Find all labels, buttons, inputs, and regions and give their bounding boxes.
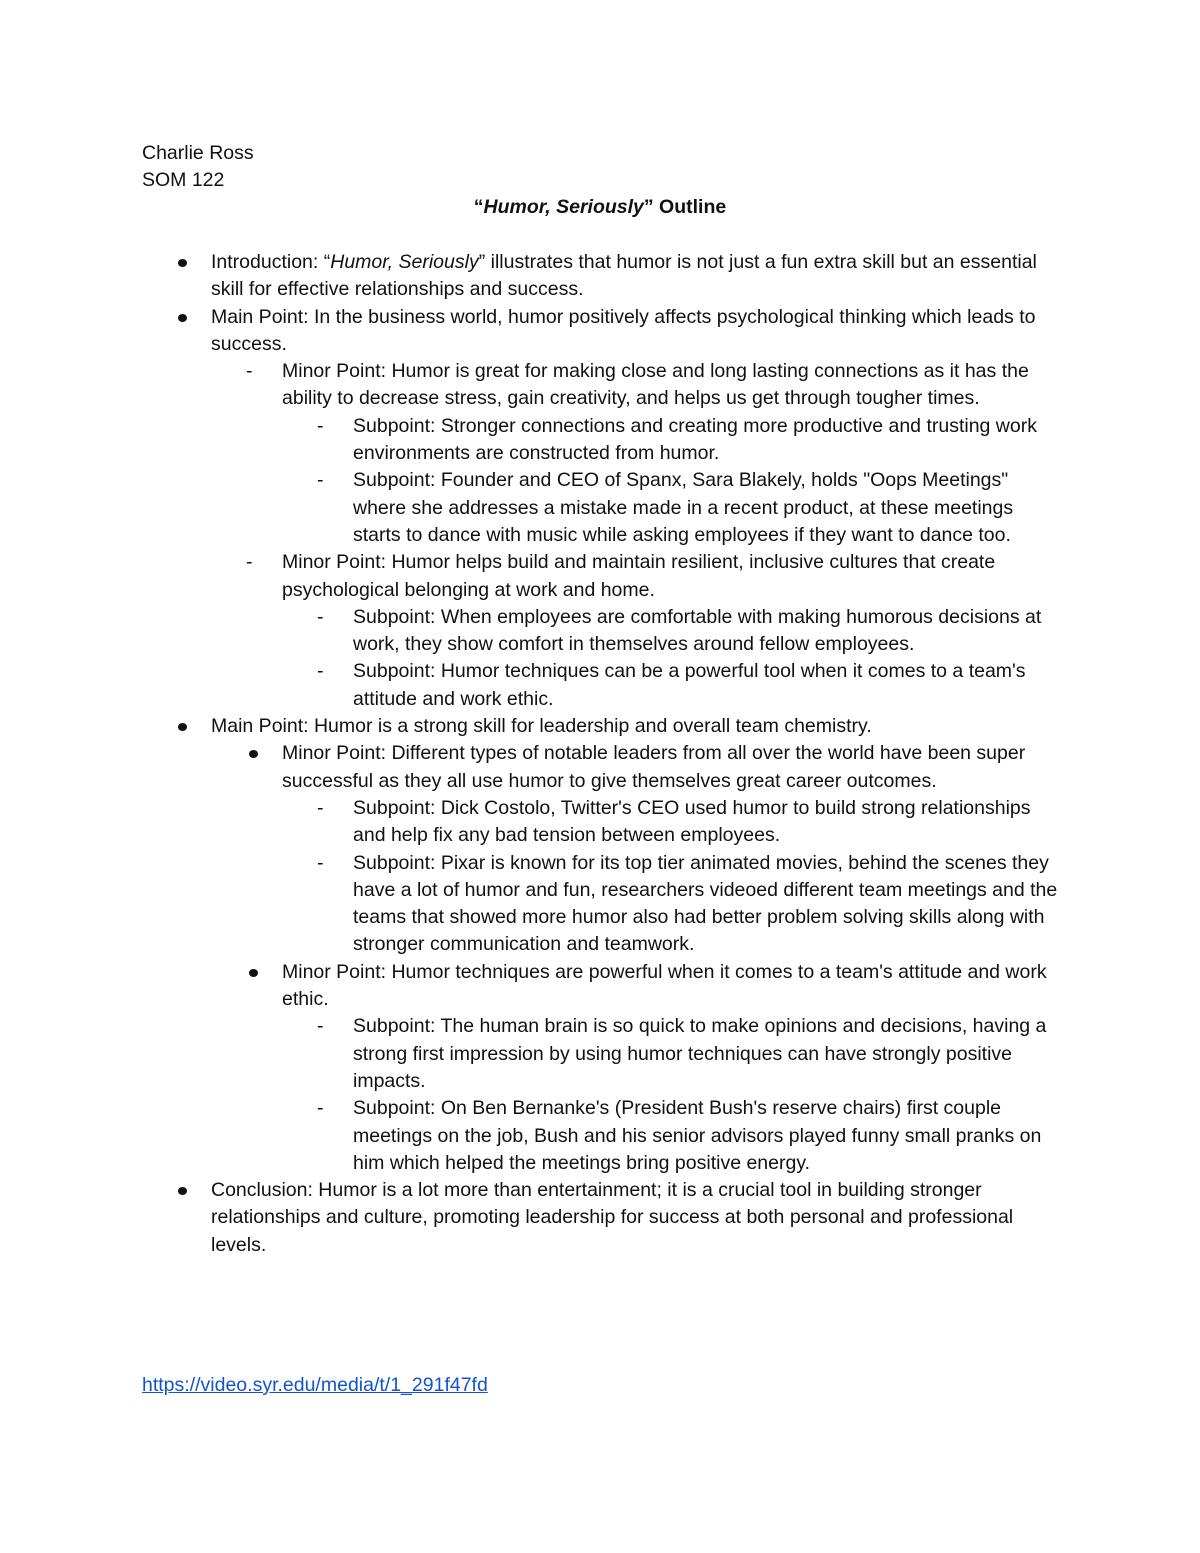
outline-item-text: Subpoint: Founder and CEO of Spanx, Sara Blakely, holds "Oops Meetings" where she addresses a mistake made in a recent product, at these meetings starts to dance with music while asking employees if they want to dance too. xyxy=(353,469,1014,546)
outline-item-text: Minor Point: Different types of notable leaders from all over the world have been super successful as they all use humor to give themselves great career outcomes. xyxy=(282,742,1026,792)
outline-item-text: Main Point: In the business world, humor positively affects psychological thinking which leads to success. xyxy=(211,305,1036,355)
course-code: SOM 122 xyxy=(142,169,225,191)
outline-item-text: Subpoint: The human brain is so quick to make opinions and decisions, having a strong first impression by using humor techniques can have strongly positive impacts. xyxy=(353,1015,1047,1092)
outline-item-text: Humor, Seriously xyxy=(330,251,479,273)
title-open-quote: “ xyxy=(473,196,484,218)
source-link[interactable]: https://video.syr.edu/media/t/1_291f47fd xyxy=(142,1374,488,1396)
outline-item-text: Main Point: Humor is a strong skill for leadership and overall team chemistry. xyxy=(211,715,872,738)
bullet-dash-icon: - xyxy=(317,851,324,874)
outline-item-level-0 xyxy=(211,304,1061,359)
bullet-dash-icon: - xyxy=(317,1015,324,1038)
outline-item-level-1 xyxy=(282,959,1062,1014)
outline-item-text: Subpoint: Stronger connections and creating more productive and trusting work environments are constructed from humor. xyxy=(353,414,1037,465)
document-title xyxy=(0,194,1200,221)
outline-item-level-2 xyxy=(317,795,1063,850)
outline-item-text: Conclusion: Humor is a lot more than entertainment; it is a crucial tool in building stronger relationships and culture, promoting leadership for success at both personal and professional levels. xyxy=(211,1179,1014,1256)
outline-item-text: Subpoint: When employees are comfortable with making humorous decisions at work, they show comfort in themselves around fellow employees. xyxy=(353,605,1042,656)
bullet-dash-icon: - xyxy=(246,551,253,574)
outline-list xyxy=(0,249,1200,1259)
title-close-quote: ” xyxy=(643,196,654,218)
outline-item-level-2 xyxy=(317,467,1063,549)
outline-item-level-0 xyxy=(211,249,1061,304)
outline-item-text: ” illustrates that humor is not just a fun extra skill but an essential skill for effective relationships and success. xyxy=(211,251,1037,301)
bullet-dash-icon: - xyxy=(246,360,253,383)
bullet-dash-icon: - xyxy=(317,469,324,492)
bullet-dash-icon: - xyxy=(317,605,324,628)
outline-item-text: Minor Point: Humor is great for making close and long lasting connections as it has the ability to decrease stress, gain creativity, and helps us get through tougher times. xyxy=(282,360,1029,410)
outline-item-level-2 xyxy=(317,604,1063,659)
author-name: Charlie Ross xyxy=(142,142,254,164)
outline-item-text: Subpoint: Humor techniques can be a powerful tool when it comes to a team's attitude and work ethic. xyxy=(353,660,1026,710)
outline-item-text: Minor Point: Humor techniques are powerful when it comes to a team's attitude and work ethic. xyxy=(282,960,1047,1011)
outline-item-text: Introduction: “ xyxy=(211,251,331,273)
outline-item-text: Subpoint: On Ben Bernanke's (President Bush's reserve chairs) first couple meetings on the job, Bush and his senior advisors played funny small pranks on him which helped the meetings bring positive energy. xyxy=(353,1097,1042,1174)
outline-item-level-1 xyxy=(282,740,1062,795)
outline-item-level-2 xyxy=(317,658,1063,713)
title-rest: Outline xyxy=(653,196,727,218)
outline-item-level-1 xyxy=(246,549,1062,604)
bullet-dash-icon: - xyxy=(317,1097,324,1120)
outline-item-level-0 xyxy=(211,713,1061,740)
outline-item-level-2 xyxy=(317,1095,1063,1177)
outline-item-level-2 xyxy=(317,413,1063,468)
bullet-dash-icon: - xyxy=(317,660,324,683)
outline-item-text: Minor Point: Humor helps build and maintain resilient, inclusive cultures that create psychological belonging at work and home. xyxy=(282,551,996,601)
outline-item-level-0 xyxy=(211,1177,1061,1259)
bullet-dash-icon: - xyxy=(317,796,324,819)
outline-item-text: Subpoint: Dick Costolo, Twitter's CEO used humor to build strong relationships and help fix any bad tension between employees. xyxy=(353,796,1031,847)
outline-item-level-2 xyxy=(317,1013,1063,1095)
outline-item-level-2 xyxy=(317,850,1063,959)
bullet-dash-icon: - xyxy=(317,414,324,437)
outline-item-text: Subpoint: Pixar is known for its top tier animated movies, behind the scenes they have a lot of humor and fun, researchers videoed different team meetings and the teams that showed more humor also had better problem solving skills along with stronger communication and teamwork. xyxy=(353,851,1058,956)
title-italic: Humor, Seriously xyxy=(483,196,644,218)
outline-item-level-1 xyxy=(246,358,1062,413)
